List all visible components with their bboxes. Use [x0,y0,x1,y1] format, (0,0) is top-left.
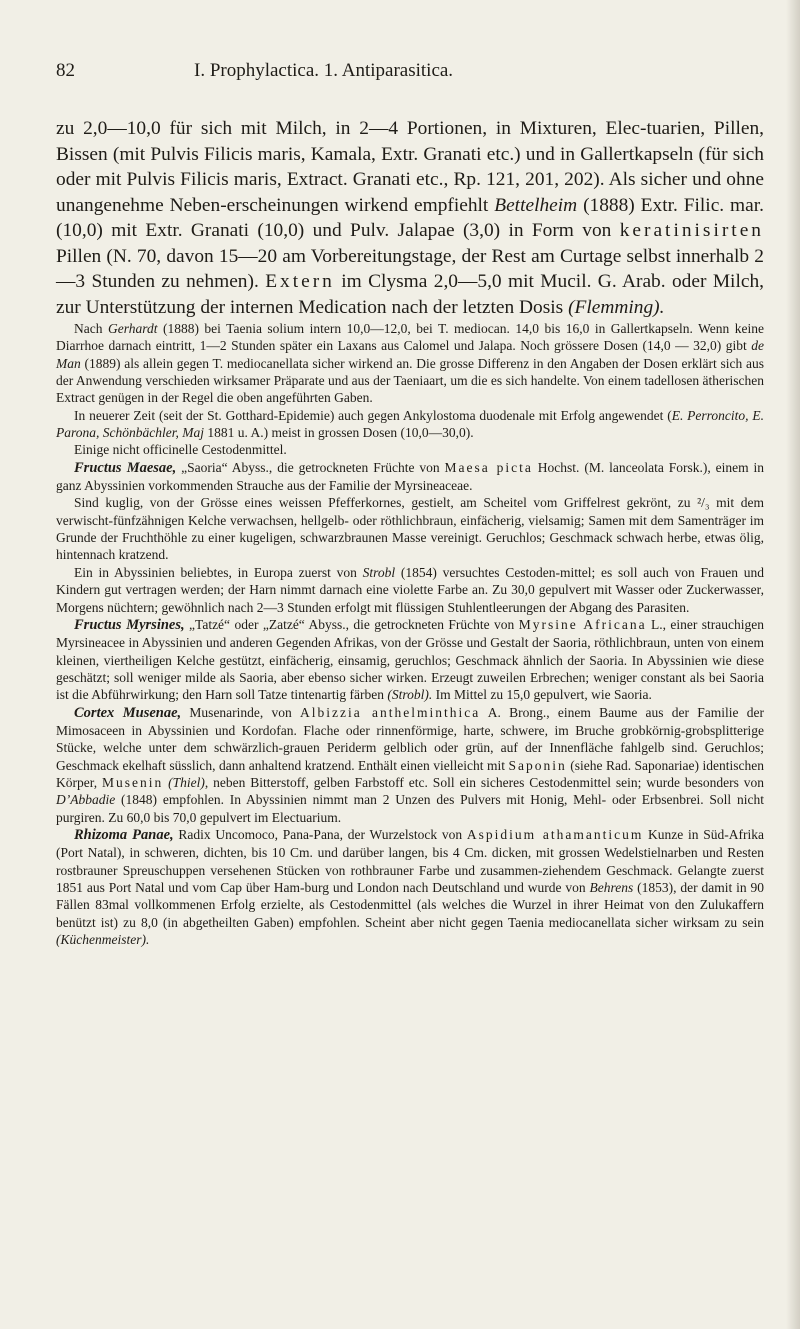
text-run: Strobl [362,564,396,580]
page-header [56,60,756,90]
text-run: Aspidium athamanticum [466,826,644,842]
small-paragraph [56,320,764,407]
text-run: Ein in Abyssinien beliebtes, in Europa zuerst von [74,564,363,580]
running-title: I. Prophylactica. 1. Antiparasitica. [194,60,454,81]
text-run: (Thiel) [168,774,205,790]
text-run: im Clysma 2,0—5,0 mit Mucil. G. Arab. oder Milch, zur Unterstützung der internen Medication nach der letzten Dosis [56,271,764,318]
text-run: Bettelheim [494,194,578,216]
text-run: Albizzia anthelminthica [300,704,481,720]
text-run: (1853), der damit in 90 Fällen 83mal vollkommenen Erfolg erzielte, als Cestodenmittel (als welches die Wurzel in ihrer Heimat von den Zulukaffern benützt ist) zu 8,0 (in abgetheilten Gaben) empfohlen. Scheint aber nicht gegen Taenia mediocanellata sicher wirksam zu sein [56,880,764,930]
small-paragraph [56,826,764,948]
text-run: (Küchenmeister). [56,932,150,948]
text-run: (siehe Rad. Saponariae) identischen Körper, [56,757,764,790]
text-run: L., einer strauchigen Myrsineacee in Abyssinien und anderen Gegenden Afrikas, von der Grösse und Gestalt der Saoria, röthlichbraun, unten von einem kleinen, viertheiligen Kelche gestützt, einfächerig, einsamig, geruchlos; Geschmack ähnlich der Saoria. In Abyssinien wie diese geschätzt; soll weniger milde als Saoria, aber ebenso sicher wirken. Erzeugt zuweilen Erbrechen; weniger constant als bei Saoria ist die Abführwirkung; den Harn soll Tatze tintenartig färben [56,616,764,703]
small-paragraph [56,459,764,495]
text-run: Sind kuglig, von der Grösse eines weissen Pfefferkornes, gestielt, am Scheitel vom Griffelrest gekrönt, zu ²/₃ mit dem verwischt-fünfzähnigen Kelche verwachsen, hellgelb- oder röthlichbraun, einfächerig, vielsamig; Samen mit dem Samenträger im Grunde der Fruchthöhle zu einer kugeligen, schwarzbraunen Masse vereinigt. Geruchlos; Geschmack schwach herbe, etwas ölig, hintennach kratzend. [56,495,764,563]
page-edge-shadow [786,0,800,1329]
text-run: Musenin [101,774,164,790]
text-run: „Tatzé“ oder „Zatzé“ Abyss., die getrockneten Früchte von [184,616,519,632]
text-run: Radix Uncomoco, Pana-Pana, der Wurzelstock von [173,826,467,842]
text-run: Nach [74,321,108,336]
text-run: In neuerer Zeit (seit der St. Gotthard-Epidemie) auch gegen Ankylostoma duodenale mit Erfolg angewendet ( [74,407,672,423]
text-run: Maesa picta [444,459,533,475]
text-run: (1854) versuchtes Cestoden-mittel; es soll auch von Frauen und Kindern gut vertragen werden; der Harn nimmt darnach eine violette Farbe an. Zu 30,0 gepulvert mit Wasser oder Zuckerwasser, Morgens nüchtern; gewöhnlich nach 2—3 Stunden erfolgt mit flüssigen Stuhlentleerungen der Abgang des Parasiten. [56,564,765,615]
small-paragraph [56,616,764,704]
text-run: (1888) Extr. Filic. mar. (10,0) mit Extr. Granati (10,0) und Pulv. Jalapae (3,0) in Form von [56,194,764,241]
text-run: 1881 u. A.) meist in grossen Dosen (10,0—30,0). [203,425,474,441]
text-run: D’Abbadie [56,792,116,808]
text-run: Musenarinde, von [181,704,301,720]
text-run: (1889) als allein gegen T. mediocanellata sicher wirkend an. Die grosse Differenz in den Angaben der Dosen erklärt sich aus der Anwendung verschieden wirksamer Präparate und aus der Taeniaart, um die es sich handelte. Von einem tadellosen ätherischen Extract genügen in der Regel die oben angeführten Gaben. [56,355,764,406]
small-paragraph [56,494,764,563]
small-paragraph [56,704,764,826]
small-print-section [56,320,764,948]
text-run: (1888) bei Taenia solium intern 10,0—12,0, bei T. mediocan. 14,0 bis 16,0 in Gallertkapseln. Wenn keine Diarrhoe darnach eintritt, 1—2 Stunden später ein Laxans aus Calomel und Jalapa. Noch grössere Dosen (14,0 — 32,0) gibt [56,321,764,354]
text-run: (Strobl). [387,687,433,703]
text-run: Kunze in Süd-Afrika (Port Natal), in schweren, dichten, bis 10 Cm. und darüber langen, bis 4 Cm. dicken, mit grossen Wedelstielnarben und Resten rostbrauner Spreuschuppen versehenen Stücken von rothbrauner Farbe und zusammen-ziehendem Geschmack. Gelangte zuerst 1851 aus Port Natal und vom Cap über Ham-burg und London nach Deutschland und wurde von [56,826,764,895]
text-run: Einige nicht officinelle Cestodenmittel. [74,442,287,458]
text-run: Fructus Maesae, [74,459,177,476]
small-paragraph [56,564,764,616]
text-run: „Saoria“ Abyss., die getrockneten Früchte von [176,459,445,475]
page-body [56,116,764,948]
lead-paragraph [56,116,764,320]
text-run: A. Brong., einem Baume aus der Familie der Mimosaceen in Abyssinien und Kordofan. Flache oder rinnenförmige, harte, schwere, im Bruche grobkörnig-grobsplitterige Stücke, welche unter dem schwärzlich-grauen Periderm gelblich oder grün, auf der Innenfläche fahlgelb sind. Geruchlos; Geschmack ekelhaft süsslich, dann anhaltend kratzend. Enthält einen vielleicht mit [56,704,764,773]
page-number: 82 [56,60,75,81]
text-run: Rhizoma Panae, [74,826,174,843]
text-run: Saponin [508,757,567,773]
text-run: Myrsine Africana [518,616,647,632]
text-run: Pillen (N. 70, davon 15—20 am Vorbereitungstage, der Rest am Curtage selbst innerhalb 2—3 Stunden zu nehmen). [56,245,764,292]
small-paragraph [56,407,764,442]
text-run: Cortex Musenae, [74,704,182,721]
text-run: Im Mittel zu 15,0 gepulvert, wie Saoria. [432,687,652,703]
text-run: (1848) empfohlen. In Abyssinien nimmt man 2 Unzen des Pulvers mit Honig, Mehl- oder Erbsenbrei. Soll nicht purgiren. Zu 60,0 bis 70,0 gepulvert im Electuarium. [56,792,764,825]
text-run: E. Perroncito, E. Parona, Schönbächler, Maj [56,407,764,441]
text-run: Fructus Myrsines, [74,616,185,633]
text-run: Gerhardt [107,321,158,336]
text-run: zu 2,0—10,0 für sich mit Milch, in 2—4 Portionen, in Mixturen, Elec-tuarien, Pillen, Bissen (mit Pulvis Filicis maris, Kamala, Extr. Granati etc.) und in Gallertkapseln (für sich oder mit Pulvis Filicis maris, Extract. Granati etc., Rp. 121, 201, 202). Als sicher und ohne unangenehme Neben-erscheinungen wirkend empfiehlt [56,118,764,216]
text-run: (Flemming). [568,296,665,318]
text-run: keratinisirten [619,220,764,241]
text-run: de Man [56,338,764,371]
small-paragraph [56,441,764,458]
text-run: Behrens [589,880,634,895]
text-run: Extern [265,271,335,292]
text-run: Hochst. (M. lanceolata Forsk.), einem in ganz Abyssinien vorkommenden Strauche aus der Familie der Myrsineaceae. [56,459,765,494]
text-run: , neben Bitterstoff, gelben Farbstoff etc. Soll ein sicheres Cestodenmittel sein; wurde besonders von [204,774,765,790]
